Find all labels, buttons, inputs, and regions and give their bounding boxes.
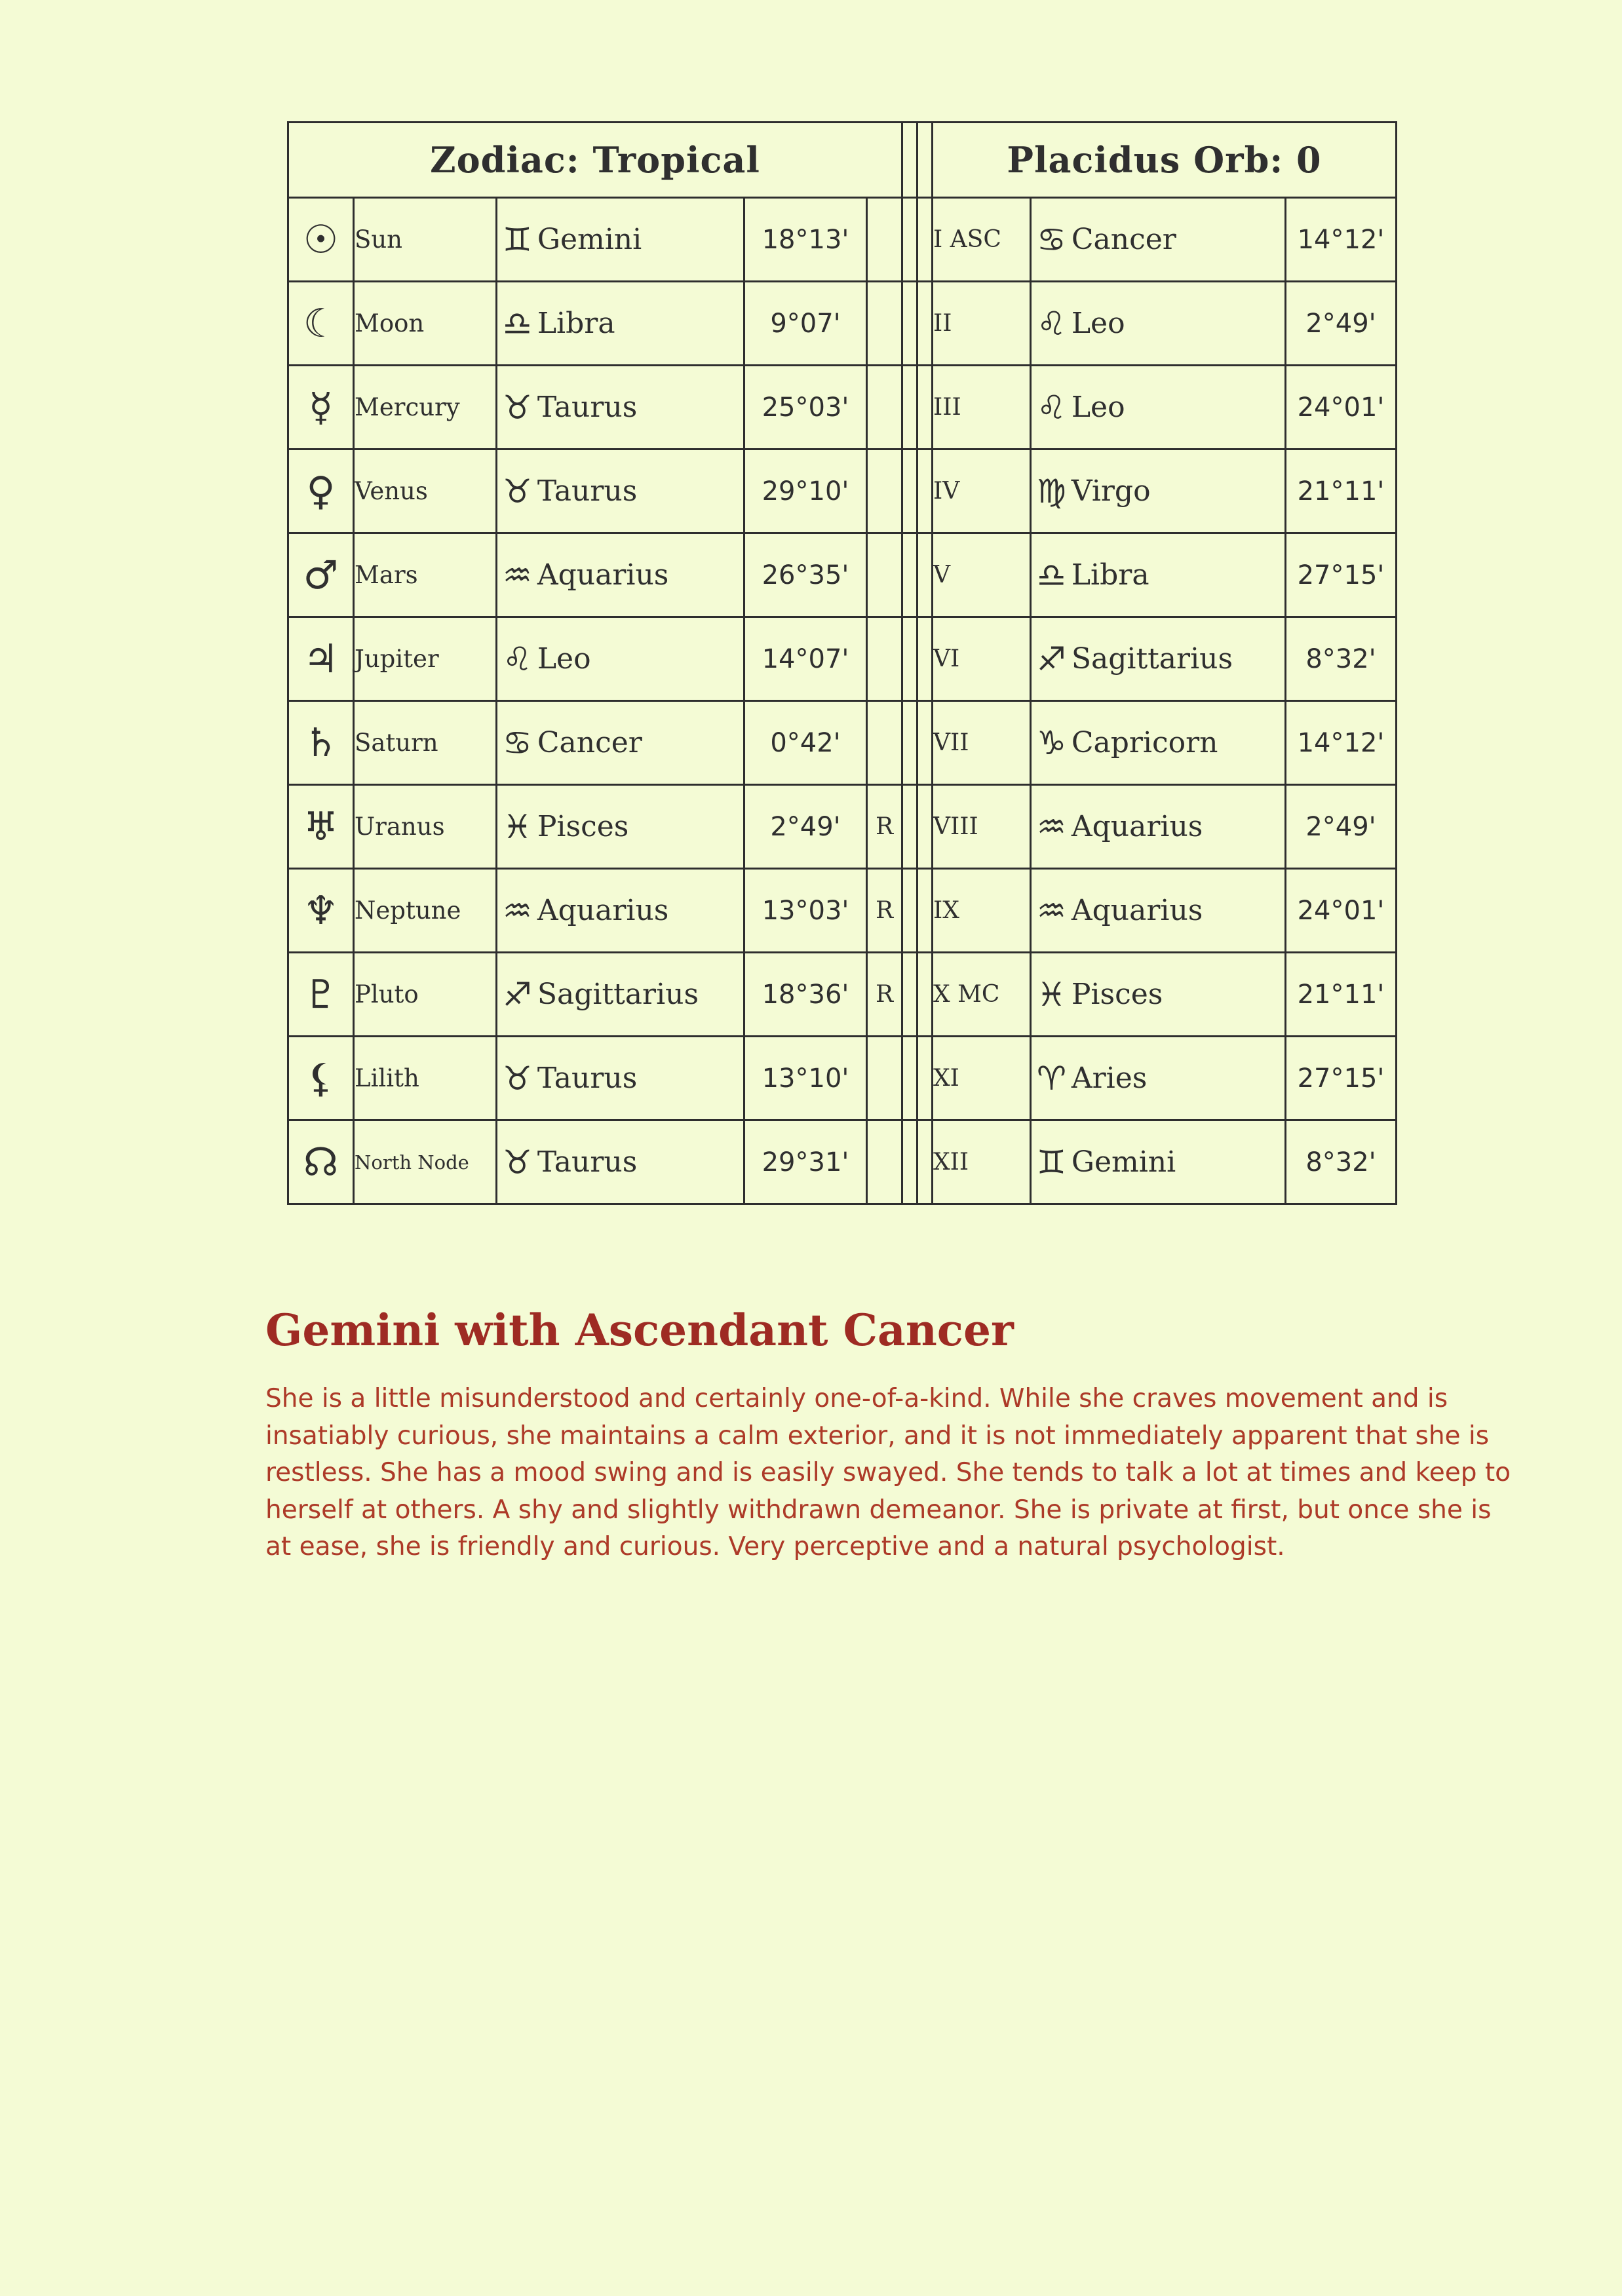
house-degrees: 27°15': [1286, 533, 1397, 617]
taurus-icon: ♉: [503, 388, 532, 427]
planet-name: Venus: [354, 450, 497, 533]
sign-name: Aquarius: [537, 558, 669, 592]
table-spacer: [917, 1037, 933, 1120]
house-label: IV: [933, 450, 1031, 533]
gemini-icon: ♊: [503, 220, 532, 259]
cancer-icon: ♋: [503, 723, 532, 762]
house-sign-name: Leo: [1071, 307, 1125, 340]
table-spacer: [917, 953, 933, 1037]
table-spacer: [902, 533, 917, 617]
table-spacer: [917, 282, 933, 366]
north-node-icon: ☊: [288, 1120, 354, 1204]
house-degrees: 24°01': [1286, 869, 1397, 953]
house-label: XII: [933, 1120, 1031, 1204]
table-spacer: [902, 1120, 917, 1204]
sign-name: Sagittarius: [537, 978, 699, 1011]
house-sign-cell: [1031, 1037, 1286, 1120]
planet-degrees: 0°42': [744, 701, 867, 785]
house-label: II: [933, 282, 1031, 366]
planet-name: Sun: [354, 198, 497, 282]
pisces-icon: ♓: [503, 807, 532, 846]
house-sign-name: Aquarius: [1071, 810, 1203, 843]
sign-name: Gemini: [537, 223, 642, 256]
sign-cell: [497, 1120, 744, 1204]
house-sign-cell: [1031, 1120, 1286, 1204]
gemini-icon: ♊: [1037, 1143, 1066, 1181]
mercury-icon: ☿: [288, 366, 354, 450]
table-spacer: [902, 282, 917, 366]
planet-degrees: 29°31': [744, 1120, 867, 1204]
taurus-icon: ♉: [503, 1059, 532, 1098]
table-spacer: [902, 450, 917, 533]
sign-cell: [497, 785, 744, 869]
retrograde-flag: [867, 701, 902, 785]
uranus-icon: ♅: [288, 785, 354, 869]
saturn-icon: ♄: [288, 701, 354, 785]
planet-degrees: 13°10': [744, 1037, 867, 1120]
venus-icon: ♀: [288, 450, 354, 533]
lilith-icon: ⚸: [288, 1037, 354, 1120]
planet-name: Neptune: [354, 869, 497, 953]
sign-cell: [497, 450, 744, 533]
taurus-icon: ♉: [503, 1143, 532, 1181]
sign-cell: [497, 869, 744, 953]
retrograde-flag: [867, 450, 902, 533]
sign-cell: [497, 953, 744, 1037]
sign-name: Aquarius: [537, 894, 669, 927]
table-spacer: [917, 1120, 933, 1204]
sign-cell: [497, 366, 744, 450]
table-spacer: [917, 533, 933, 617]
house-sign-cell: [1031, 533, 1286, 617]
house-label: I ASC: [933, 198, 1031, 282]
table-row: [288, 701, 1397, 785]
planet-degrees: 26°35': [744, 533, 867, 617]
retrograde-flag: [867, 282, 902, 366]
planet-degrees: 14°07': [744, 617, 867, 701]
house-sign-cell: [1031, 617, 1286, 701]
sign-cell: [497, 701, 744, 785]
table-spacer: [917, 785, 933, 869]
interpretation-text: She is a little misunderstood and certainly one-of-a-kind. While she craves movement and is insatiably curious, she maintains a calm exterior, and it is not immediately apparent that she is restless. She has a mood swing and is easily swayed. She tends to talk a lot at times and keep to herself at others. A shy and slightly withdrawn demeanor. She is private at first, but once she is at ease, she is friendly and curious. Very perceptive and a natural psychologist.: [265, 1384, 1511, 1562]
house-label: XI: [933, 1037, 1031, 1120]
virgo-icon: ♍: [1037, 472, 1066, 510]
table-row: [288, 533, 1397, 617]
houses-table-title: Placidus Orb: 0: [933, 123, 1397, 198]
house-sign-name: Pisces: [1071, 978, 1163, 1011]
aquarius-icon: ♒: [1037, 807, 1066, 846]
table-spacer: [902, 123, 917, 198]
table-spacer: [902, 953, 917, 1037]
house-sign-name: Virgo: [1071, 474, 1151, 508]
table-header-row: [288, 123, 1397, 198]
taurus-icon: ♉: [503, 472, 532, 510]
retrograde-flag: R: [867, 953, 902, 1037]
table-row: [288, 1120, 1397, 1204]
sign-cell: [497, 198, 744, 282]
table-spacer: [917, 123, 933, 198]
house-sign-cell: [1031, 366, 1286, 450]
astrology-chart-table: [287, 121, 1397, 1205]
sign-name: Taurus: [537, 1062, 638, 1095]
planet-degrees: 13°03': [744, 869, 867, 953]
house-label: IX: [933, 869, 1031, 953]
table-spacer: [917, 198, 933, 282]
house-sign-cell: [1031, 785, 1286, 869]
retrograde-flag: [867, 533, 902, 617]
sun-icon: ☉: [288, 198, 354, 282]
house-sign-cell: [1031, 450, 1286, 533]
interpretation-section: [265, 1305, 1524, 1566]
table-spacer: [902, 366, 917, 450]
aquarius-icon: ♒: [1037, 891, 1066, 930]
planet-name: Saturn: [354, 701, 497, 785]
neptune-icon: ♆: [288, 869, 354, 953]
table-spacer: [902, 869, 917, 953]
house-degrees: 24°01': [1286, 366, 1397, 450]
house-sign-name: Sagittarius: [1071, 642, 1233, 676]
planet-name: North Node: [354, 1120, 497, 1204]
aquarius-icon: ♒: [503, 556, 532, 594]
sign-name: Pisces: [537, 810, 629, 843]
sagittarius-icon: ♐: [1037, 640, 1066, 678]
planet-name: Mercury: [354, 366, 497, 450]
house-degrees: 14°12': [1286, 701, 1397, 785]
house-degrees: 2°49': [1286, 282, 1397, 366]
table-row: [288, 282, 1397, 366]
planet-name: Jupiter: [354, 617, 497, 701]
sign-name: Taurus: [537, 1145, 638, 1179]
house-sign-name: Aquarius: [1071, 894, 1203, 927]
jupiter-icon: ♃: [288, 617, 354, 701]
libra-icon: ♎: [503, 304, 532, 343]
table-row: [288, 785, 1397, 869]
planet-name: Pluto: [354, 953, 497, 1037]
retrograde-flag: [867, 198, 902, 282]
house-sign-name: Gemini: [1071, 1145, 1176, 1179]
sign-name: Taurus: [537, 474, 638, 508]
table-spacer: [917, 450, 933, 533]
planet-degrees: 25°03': [744, 366, 867, 450]
planet-degrees: 29°10': [744, 450, 867, 533]
house-sign-cell: [1031, 282, 1286, 366]
table-spacer: [917, 701, 933, 785]
planet-degrees: 2°49': [744, 785, 867, 869]
table-row: [288, 198, 1397, 282]
table-row: [288, 366, 1397, 450]
planet-name: Lilith: [354, 1037, 497, 1120]
sign-name: Taurus: [537, 391, 638, 424]
planet-name: Uranus: [354, 785, 497, 869]
house-degrees: 8°32': [1286, 617, 1397, 701]
table-spacer: [917, 869, 933, 953]
house-label: V: [933, 533, 1031, 617]
table-row: [288, 953, 1397, 1037]
leo-icon: ♌: [503, 640, 532, 678]
house-label: III: [933, 366, 1031, 450]
house-sign-cell: [1031, 701, 1286, 785]
house-sign-name: Cancer: [1071, 223, 1176, 256]
house-degrees: 27°15': [1286, 1037, 1397, 1120]
house-degrees: 14°12': [1286, 198, 1397, 282]
house-label: VII: [933, 701, 1031, 785]
retrograde-flag: R: [867, 869, 902, 953]
page-title: Gemini with Ascendant Cancer: [265, 1305, 1014, 1356]
aquarius-icon: ♒: [503, 891, 532, 930]
table-spacer: [917, 617, 933, 701]
mars-icon: ♂: [288, 533, 354, 617]
retrograde-flag: [867, 366, 902, 450]
house-label: VIII: [933, 785, 1031, 869]
house-sign-cell: [1031, 869, 1286, 953]
house-label: VI: [933, 617, 1031, 701]
leo-icon: ♌: [1037, 388, 1066, 427]
leo-icon: ♌: [1037, 304, 1066, 343]
retrograde-flag: [867, 617, 902, 701]
house-degrees: 21°11': [1286, 953, 1397, 1037]
moon-icon: ☾: [288, 282, 354, 366]
pisces-icon: ♓: [1037, 975, 1066, 1014]
house-sign-name: Capricorn: [1071, 726, 1218, 759]
pluto-icon: ♇: [288, 953, 354, 1037]
sign-cell: [497, 282, 744, 366]
table-spacer: [902, 617, 917, 701]
retrograde-flag: [867, 1037, 902, 1120]
sign-name: Leo: [537, 642, 591, 676]
table-spacer: [902, 198, 917, 282]
table-spacer: [902, 1037, 917, 1120]
planet-degrees: 18°13': [744, 198, 867, 282]
aries-icon: ♈: [1037, 1059, 1066, 1098]
house-sign-name: Aries: [1071, 1062, 1148, 1095]
sign-name: Cancer: [537, 726, 642, 759]
planet-degrees: 18°36': [744, 953, 867, 1037]
retrograde-flag: [867, 1120, 902, 1204]
house-sign-name: Leo: [1071, 391, 1125, 424]
table-spacer: [917, 366, 933, 450]
zodiac-table-title: Zodiac: Tropical: [288, 123, 902, 198]
house-sign-name: Libra: [1071, 558, 1149, 592]
capricorn-icon: ♑: [1037, 723, 1066, 762]
house-sign-cell: [1031, 198, 1286, 282]
planet-degrees: 9°07': [744, 282, 867, 366]
cancer-icon: ♋: [1037, 220, 1066, 259]
planet-name: Mars: [354, 533, 497, 617]
house-degrees: 2°49': [1286, 785, 1397, 869]
table-row: [288, 1037, 1397, 1120]
sign-name: Libra: [537, 307, 615, 340]
house-label: X MC: [933, 953, 1031, 1037]
house-degrees: 8°32': [1286, 1120, 1397, 1204]
libra-icon: ♎: [1037, 556, 1066, 594]
sagittarius-icon: ♐: [503, 975, 532, 1014]
house-degrees: 21°11': [1286, 450, 1397, 533]
sign-cell: [497, 533, 744, 617]
table-row: [288, 450, 1397, 533]
table-row: [288, 869, 1397, 953]
chart-table-body: [288, 198, 1397, 1204]
table-spacer: [902, 785, 917, 869]
planet-name: Moon: [354, 282, 497, 366]
table-row: [288, 617, 1397, 701]
sign-cell: [497, 617, 744, 701]
table-spacer: [902, 701, 917, 785]
retrograde-flag: R: [867, 785, 902, 869]
sign-cell: [497, 1037, 744, 1120]
house-sign-cell: [1031, 953, 1286, 1037]
